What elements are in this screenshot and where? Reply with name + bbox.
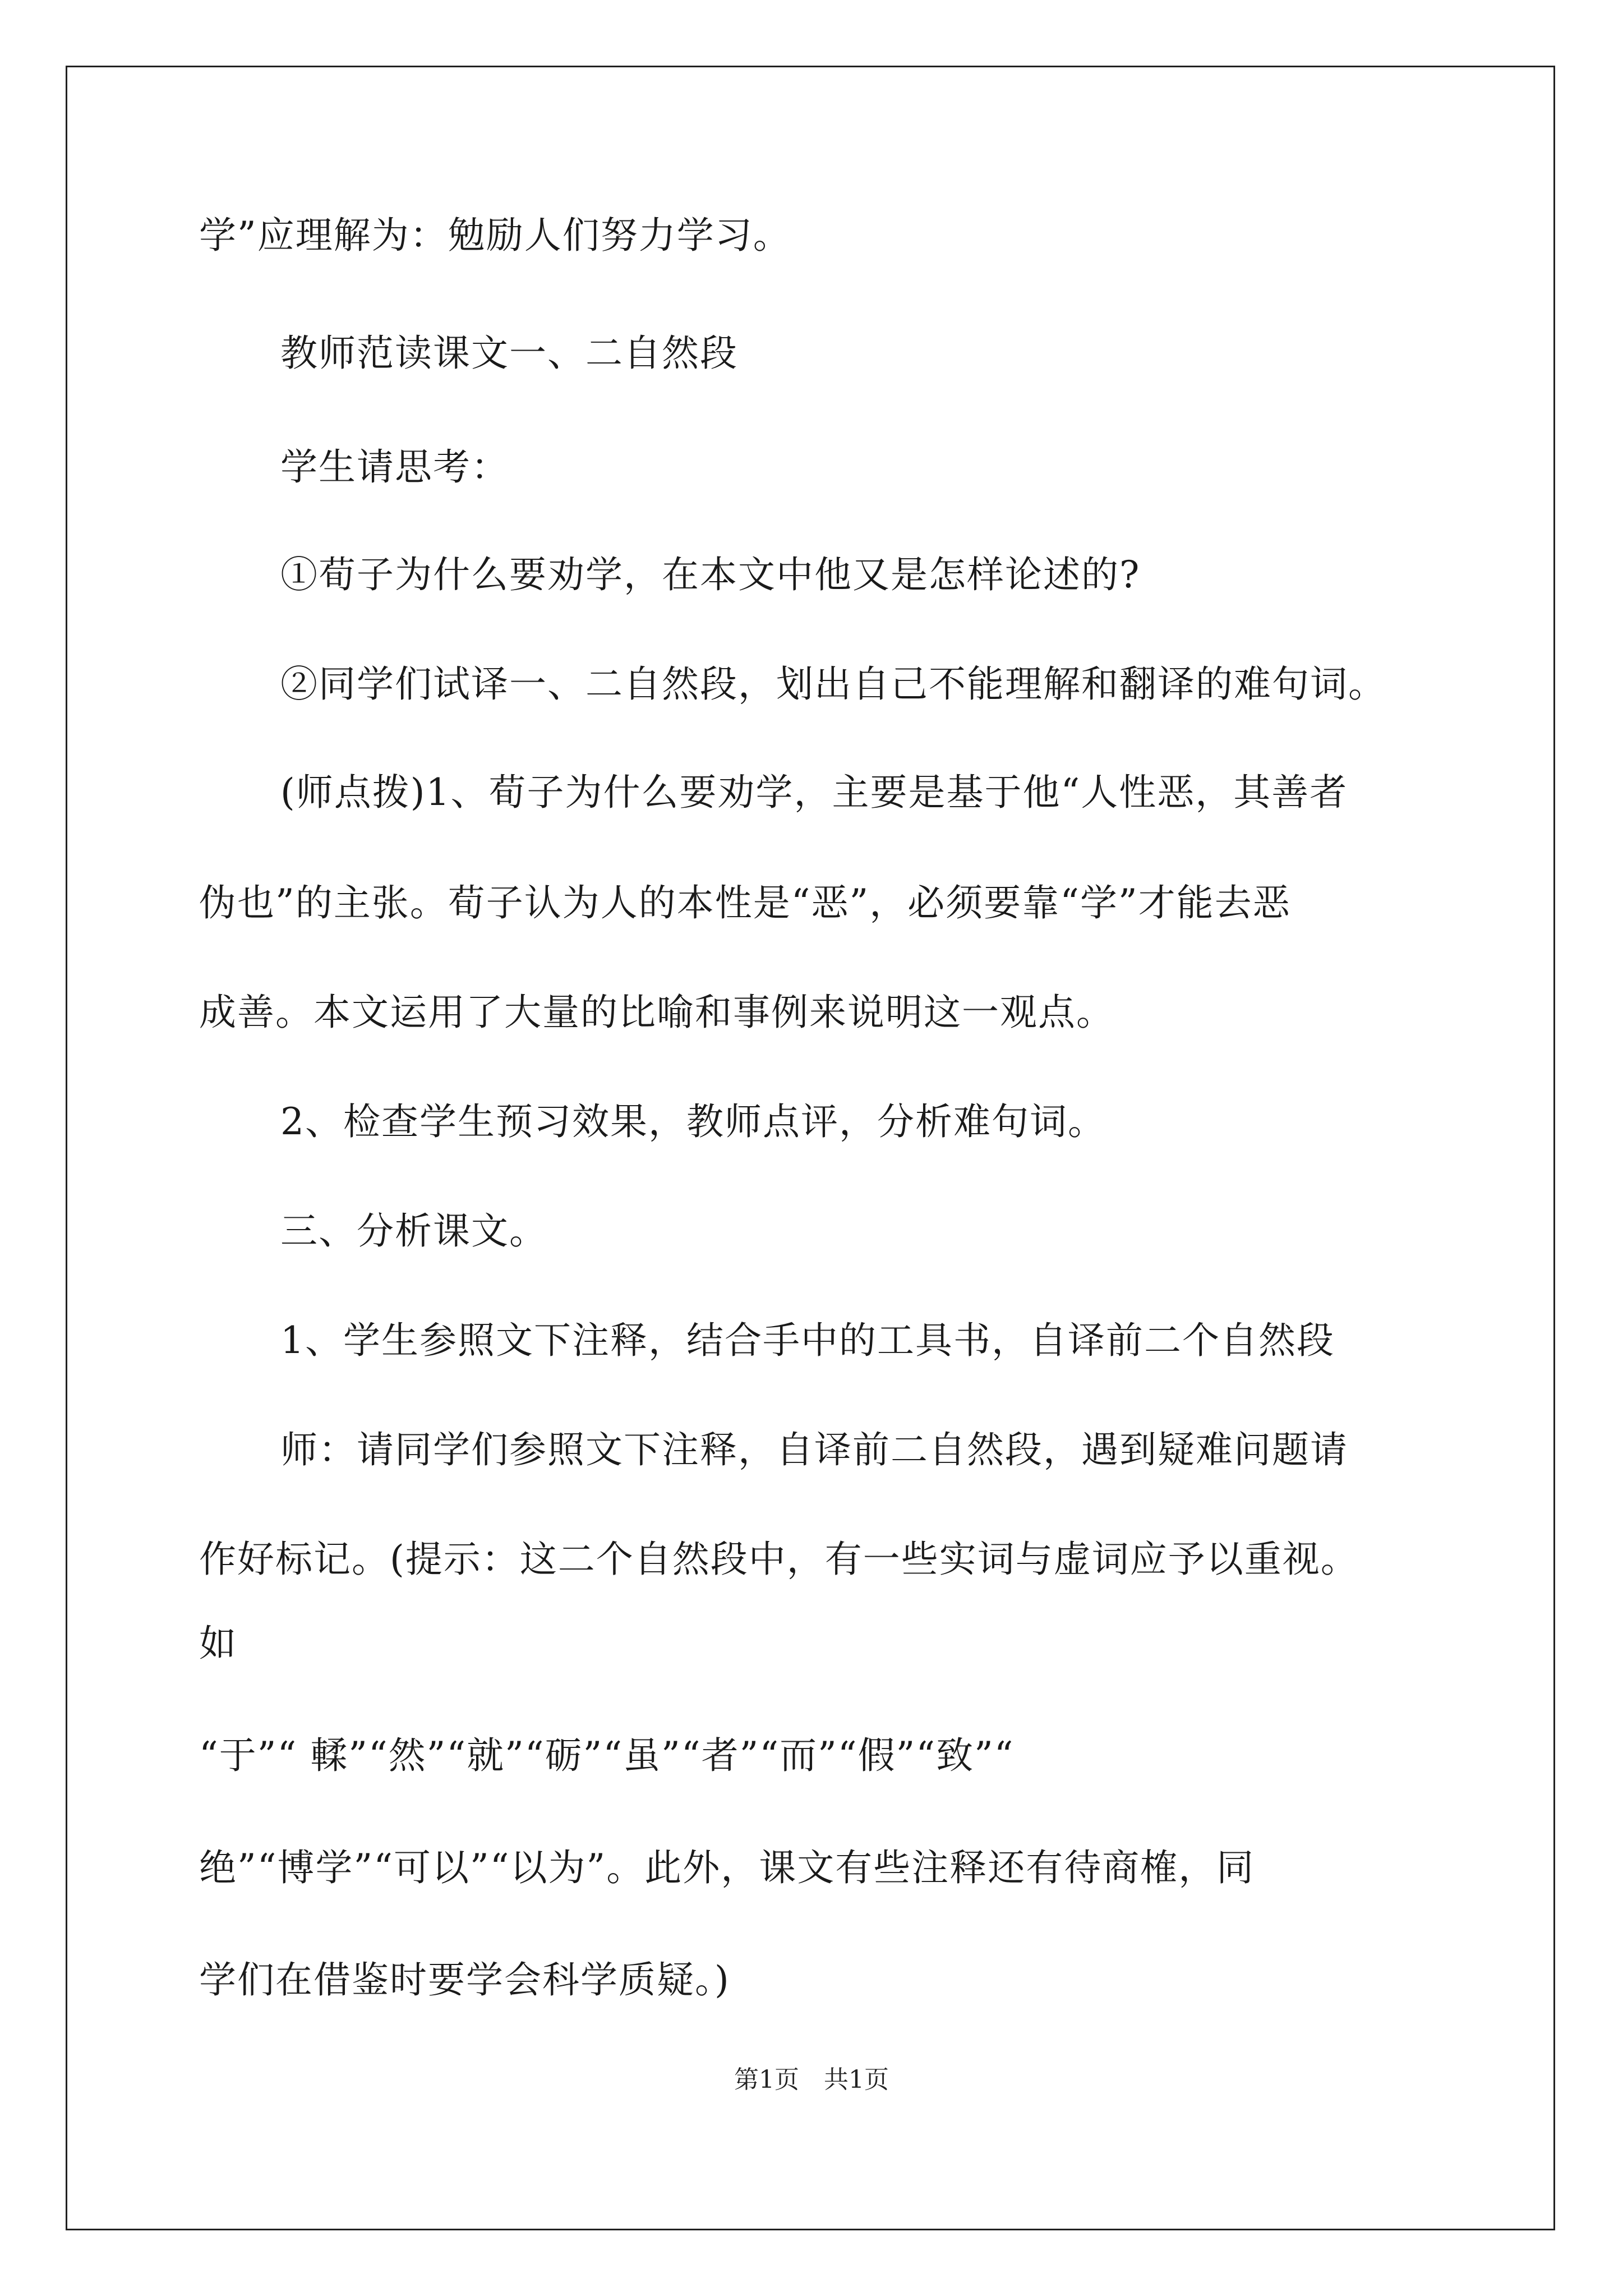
text-line: 作好标记。(提示：这二个自然段中，有一些实词与虚词应予以重视。 [199, 1538, 1359, 1581]
text-line: 教师范读课文一、二自然段 [280, 332, 738, 375]
text-line: 师：请同学们参照文下注释，自译前二自然段，遇到疑难问题请 [280, 1428, 1348, 1471]
text-line: 成善。本文运用了大量的比喻和事例来说明这一观点。 [199, 991, 1114, 1034]
text-line: “于”“ 輮”“然”“就”“砺”“虽”“者”“而”“假”“致”“ [199, 1734, 1015, 1777]
text-line: 伪也”的主张。荀子认为人的本性是“恶”，必须要靠“学”才能去恶 [199, 881, 1291, 924]
text-line: 1、学生参照文下注释，结合手中的工具书，自译前二个自然段 [280, 1319, 1335, 1362]
page-footer: 第1页 共1页 [734, 2065, 889, 2094]
text-line: ②同学们试译一、二自然段，划出自己不能理解和翻译的难句词。 [280, 662, 1386, 706]
text-line: ①荀子为什么要劝学，在本文中他又是怎样论述的? [280, 553, 1141, 596]
text-line: 三、分析课文。 [280, 1209, 547, 1253]
text-line: 绝”“博学”“可以”“以为”。此外，课文有些注释还有待商榷，同 [199, 1846, 1255, 1889]
text-line: (师点拨)1、荀子为什么要劝学，主要是基于他“人性恶，其善者 [280, 771, 1348, 814]
text-line: 2、检查学生预习效果，教师点评，分析难句词。 [280, 1100, 1106, 1143]
text-line: 学们在借鉴时要学会科学质疑。) [199, 1958, 730, 2001]
text-line: 学生请思考： [280, 445, 509, 489]
text-line: 如 [199, 1622, 237, 1665]
page-border [66, 66, 1555, 2230]
text-line: 学”应理解为：勉励人们努力学习。 [199, 214, 791, 257]
